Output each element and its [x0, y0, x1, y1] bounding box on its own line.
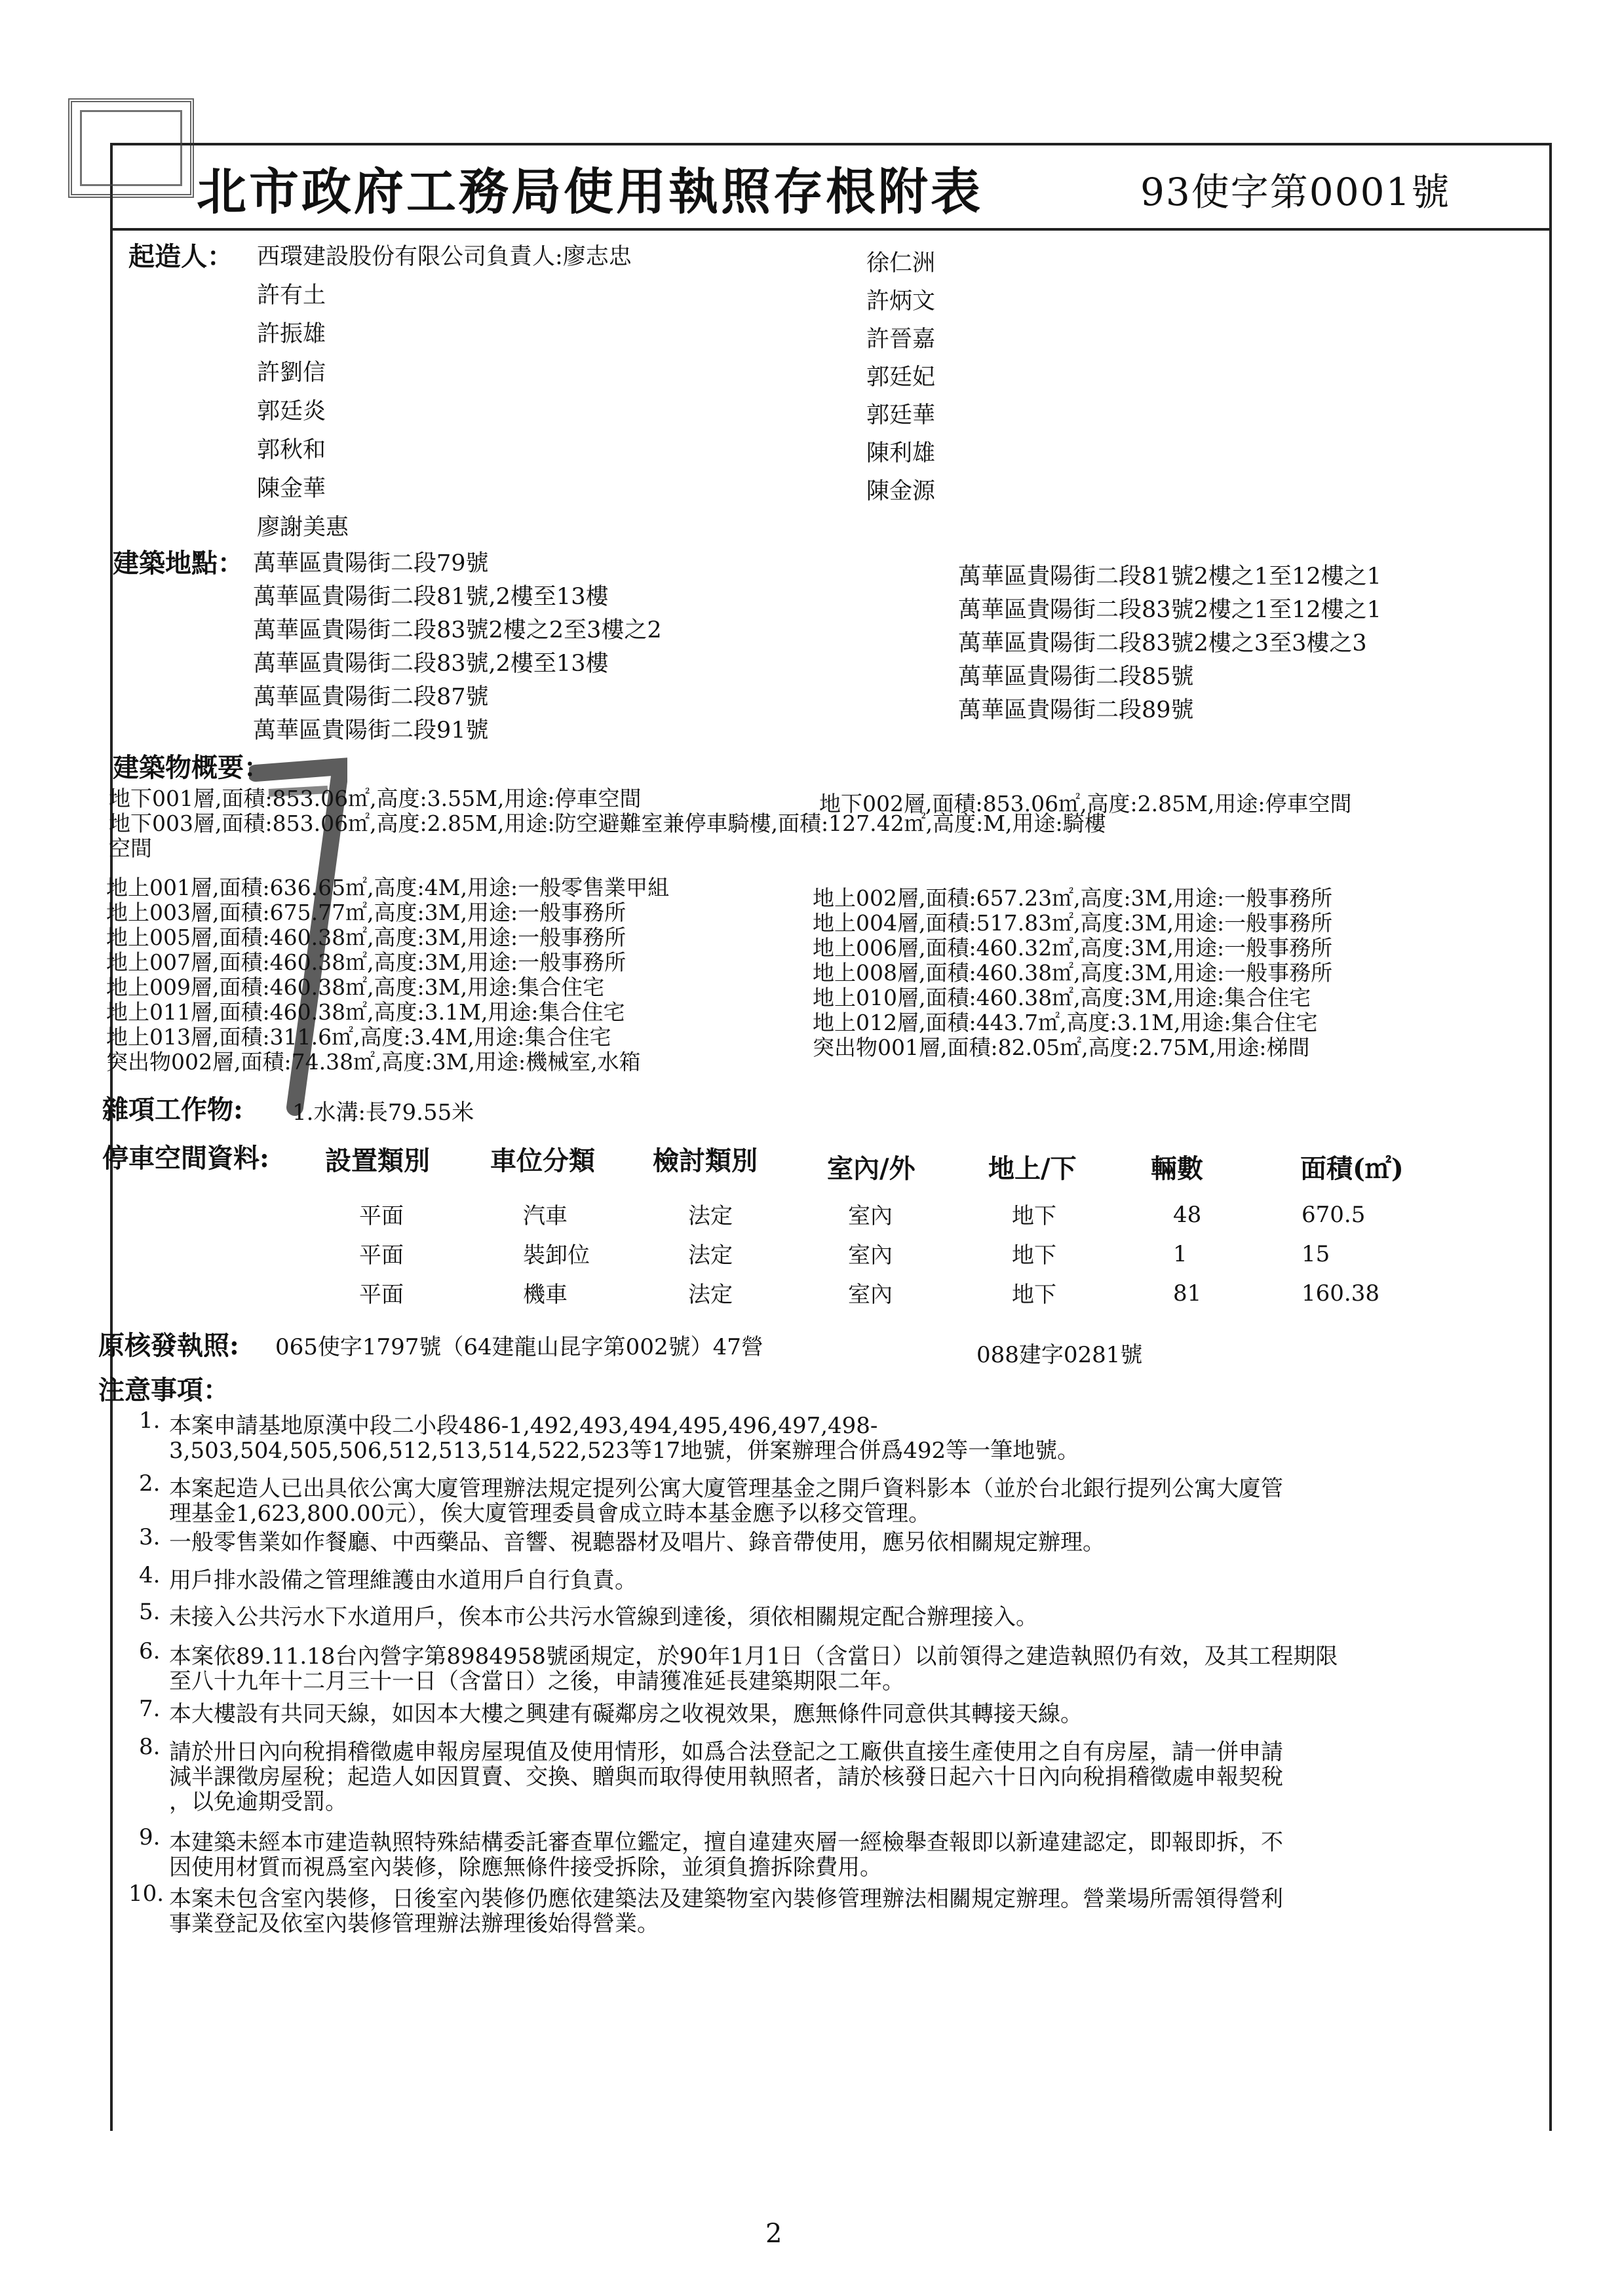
parking-column-header: 檢討類別 — [653, 1145, 758, 1176]
parking-cell: 15 — [1302, 1241, 1330, 1267]
floor-entry: 地上003層,面積:675.77㎡,高度:3M,用途:一般事務所 — [106, 900, 627, 925]
floor-entry: 地上009層,面積:460.38㎡,高度:3M,用途:集合住宅 — [106, 974, 605, 1000]
builder-name: 郭秋和 — [257, 437, 326, 463]
parking-cell: 平面 — [359, 1203, 404, 1229]
site-address: 萬華區貴陽街二段89號 — [958, 697, 1194, 723]
builder-label: 起造人： — [128, 241, 233, 272]
site-address: 萬華區貴陽街二段83號,2樓至13樓 — [253, 651, 609, 677]
original-permit-value: 065使字1797號（64建龍山昆字第002號）47營 — [275, 1334, 763, 1360]
parking-cell: 48 — [1173, 1202, 1202, 1228]
builder-name: 陳金源 — [866, 478, 936, 505]
official-seal-stamp — [68, 98, 194, 198]
builder-name: 許振雄 — [257, 321, 326, 347]
title-divider — [110, 228, 1549, 231]
page-number: 2 — [765, 2219, 782, 2249]
note-text: 本案起造人已出具依公寓大廈管理辦法規定提列公寓大廈管理基金之開戶資料影本（並於台北銀行提列公寓大廈管 — [169, 1476, 1283, 1502]
floor-entry: 地上001層,面積:636.65㎡,高度:4M,用途:一般零售業甲組 — [106, 875, 670, 900]
builder-name: 許劉信 — [257, 360, 326, 386]
note-number: 9. — [139, 1824, 161, 1850]
builder-name: 許炳文 — [866, 288, 936, 315]
overview-label: 建築物概要： — [113, 752, 270, 783]
note-number: 4. — [139, 1562, 161, 1588]
note-text: ，以免逾期受罰。 — [169, 1789, 347, 1815]
note-text: 本案申請基地原漢中段二小段486-1,492,493,494,495,496,497,498- — [169, 1413, 878, 1439]
note-number: 8. — [139, 1734, 161, 1760]
handwritten-mark — [249, 754, 347, 1120]
note-number: 10. — [128, 1881, 164, 1907]
floor-entry: 地上007層,面積:460.38㎡,高度:3M,用途:一般事務所 — [106, 949, 627, 975]
note-text: 事業登記及依室內裝修管理辦法辦理後始得營業。 — [169, 1911, 659, 1937]
builder-name: 郭廷華 — [866, 402, 936, 429]
overview-underground-1: 地下001層,面積:853.06㎡,高度:3.55M,用途:停車空間 — [109, 786, 642, 811]
parking-cell: 裝卸位 — [523, 1242, 590, 1269]
parking-cell: 汽車 — [523, 1203, 568, 1229]
note-text: 未接入公共污水下水道用戶，俟本市公共污水管線到達後，須依相關規定配合辦理接入。 — [169, 1604, 1038, 1630]
misc-label: 雜項工作物: — [102, 1094, 243, 1125]
note-text: 3,503,504,505,506,512,513,514,522,523等17地號，併案辦理合併爲492等一筆地號。 — [169, 1438, 1080, 1464]
note-text: 一般零售業如作餐廳、中西藥品、音響、視聽器材及唱片、錄音帶使用，應另依相關規定辦理。 — [169, 1529, 1105, 1556]
builder-name: 郭廷炎 — [257, 398, 326, 425]
note-text: 本案未包含室內裝修，日後室內裝修仍應依建築法及建築物室內裝修管理辦法相關規定辦理。營業場所需領得營利 — [169, 1886, 1283, 1912]
overview-underground-4: 空間 — [109, 835, 152, 861]
floor-entry: 地上008層,面積:460.38㎡,高度:3M,用途:一般事務所 — [813, 960, 1333, 985]
overview-underground-3: 地下003層,面積:853.06㎡,高度:2.85M,用途:防空避難室兼停車騎樓,面積:127.42㎡,高度:M,用途:騎樓 — [109, 811, 1106, 836]
builder-name: 廖謝美惠 — [257, 514, 349, 541]
parking-column-header: 面積(㎡) — [1300, 1153, 1404, 1184]
note-text: 因使用材質而視爲室內裝修，除應無條件接受拆除，並須負擔拆除費用。 — [169, 1854, 882, 1881]
note-number: 6. — [139, 1638, 161, 1664]
floor-entry: 地上004層,面積:517.83㎡,高度:3M,用途:一般事務所 — [813, 910, 1333, 936]
parking-column-header: 設置類別 — [325, 1145, 430, 1176]
note-number: 5. — [139, 1599, 161, 1625]
document-title: 北市政府工務局使用執照存根附表 — [197, 163, 983, 221]
note-number: 7. — [139, 1696, 161, 1722]
floor-entry: 地上002層,面積:657.23㎡,高度:3M,用途:一般事務所 — [813, 885, 1333, 911]
site-address: 萬華區貴陽街二段91號 — [253, 718, 489, 744]
floor-entry: 地上006層,面積:460.32㎡,高度:3M,用途:一般事務所 — [813, 935, 1333, 961]
note-number: 1. — [139, 1407, 161, 1434]
original-permit-extra: 088建字0281號 — [976, 1342, 1143, 1368]
parking-cell: 平面 — [359, 1282, 404, 1308]
site-address: 萬華區貴陽街二段83號2樓之1至12樓之1 — [958, 597, 1381, 623]
parking-column-header: 輛數 — [1151, 1153, 1203, 1184]
builder-name: 許有土 — [257, 282, 326, 309]
site-address: 萬華區貴陽街二段79號 — [253, 550, 489, 577]
site-address: 萬華區貴陽街二段83號2樓之3至3樓之3 — [958, 630, 1367, 657]
misc-value: 1.水溝:長79.55米 — [292, 1100, 474, 1126]
builder-name: 陳金華 — [257, 476, 326, 502]
parking-label: 停車空間資料: — [102, 1143, 269, 1174]
builder-name: 陳利雄 — [866, 440, 936, 467]
builder-name: 許晉嘉 — [866, 326, 936, 353]
note-text: 減半課徵房屋稅；起造人如因買賣、交換、贈與而取得使用執照者，請於核發日起六十日內向稅捐稽徵處申報契稅 — [169, 1764, 1283, 1790]
note-text: 用戶排水設備之管理維護由水道用戶自行負責。 — [169, 1567, 637, 1594]
permit-number: 93使字第0001號 — [1140, 170, 1451, 214]
parking-column-header: 地上/下 — [988, 1153, 1077, 1184]
parking-cell: 室內 — [848, 1282, 893, 1308]
original-permit-label: 原核發執照: — [98, 1330, 239, 1361]
parking-cell: 法定 — [688, 1203, 733, 1229]
site-address: 萬華區貴陽街二段87號 — [253, 684, 489, 710]
floor-entry: 地上005層,面積:460.38㎡,高度:3M,用途:一般事務所 — [106, 925, 627, 950]
floor-entry: 地上012層,面積:443.7㎡,高度:3.1M,用途:集合住宅 — [813, 1010, 1318, 1035]
floor-entry: 地上013層,面積:311.6㎡,高度:3.4M,用途:集合住宅 — [106, 1024, 611, 1050]
floor-entry: 突出物001層,面積:82.05㎡,高度:2.75M,用途:梯間 — [813, 1035, 1310, 1060]
builder-name: 西環建設股份有限公司負責人:廖志忠 — [257, 244, 632, 270]
floor-entry: 突出物002層,面積:74.38㎡,高度:3M,用途:機械室,水箱 — [106, 1049, 641, 1075]
note-text: 本大樓設有共同天線，如因本大樓之興建有礙鄰房之收視效果，應無條件同意供其轉接天線。 — [169, 1701, 1083, 1727]
parking-cell: 法定 — [688, 1282, 733, 1308]
parking-column-header: 車位分類 — [490, 1145, 595, 1176]
parking-cell: 地下 — [1012, 1203, 1056, 1229]
parking-cell: 160.38 — [1302, 1280, 1379, 1307]
site-label: 建築地點： — [113, 548, 244, 579]
floor-entry: 地上011層,面積:460.38㎡,高度:3.1M,用途:集合住宅 — [106, 999, 625, 1025]
parking-cell: 地下 — [1012, 1282, 1056, 1308]
note-text: 理基金1,623,800.00元），俟大廈管理委員會成立時本基金應予以移交管理。 — [169, 1501, 931, 1527]
parking-cell: 81 — [1173, 1280, 1202, 1307]
floor-entry: 地上010層,面積:460.38㎡,高度:3M,用途:集合住宅 — [813, 985, 1311, 1010]
site-address: 萬華區貴陽街二段81號,2樓至13樓 — [253, 584, 609, 610]
overview-underground-2: 地下002層,面積:853.06㎡,高度:2.85M,用途:停車空間 — [819, 791, 1352, 816]
parking-cell: 室內 — [848, 1242, 893, 1269]
parking-cell: 地下 — [1012, 1242, 1056, 1269]
parking-cell: 平面 — [359, 1242, 404, 1269]
note-text: 至八十九年十二月三十一日（含當日）之後，申請獲准延長建築期限二年。 — [169, 1668, 904, 1694]
parking-cell: 法定 — [688, 1242, 733, 1269]
builder-name: 徐仁洲 — [866, 250, 936, 277]
note-text: 本建築未經本市建造執照特殊結構委託審查單位鑑定，擅自違建夾層一經檢舉查報即以新違建認定，即報即拆，不 — [169, 1829, 1283, 1856]
note-text: 請於卅日內向稅捐稽徵處申報房屋現值及使用情形，如爲合法登記之工廠供直接生產使用之自有房屋，請一併申請 — [169, 1739, 1283, 1765]
site-address: 萬華區貴陽街二段83號2樓之2至3樓之2 — [253, 617, 662, 643]
note-number: 2. — [139, 1470, 161, 1497]
site-address: 萬華區貴陽街二段81號2樓之1至12樓之1 — [958, 564, 1381, 590]
parking-column-header: 室內/外 — [827, 1153, 916, 1184]
site-address: 萬華區貴陽街二段85號 — [958, 664, 1194, 690]
builder-name: 郭廷妃 — [866, 364, 936, 391]
parking-cell: 670.5 — [1302, 1202, 1366, 1228]
notes-label: 注意事項： — [98, 1375, 229, 1406]
parking-cell: 室內 — [848, 1203, 893, 1229]
parking-cell: 機車 — [523, 1282, 568, 1308]
note-number: 3. — [139, 1524, 161, 1550]
parking-cell: 1 — [1173, 1241, 1187, 1267]
note-text: 本案依89.11.18台內營字第8984958號函規定，於90年1月1日（含當日）以前領得之建造執照仍有效，及其工程期限 — [169, 1643, 1338, 1670]
